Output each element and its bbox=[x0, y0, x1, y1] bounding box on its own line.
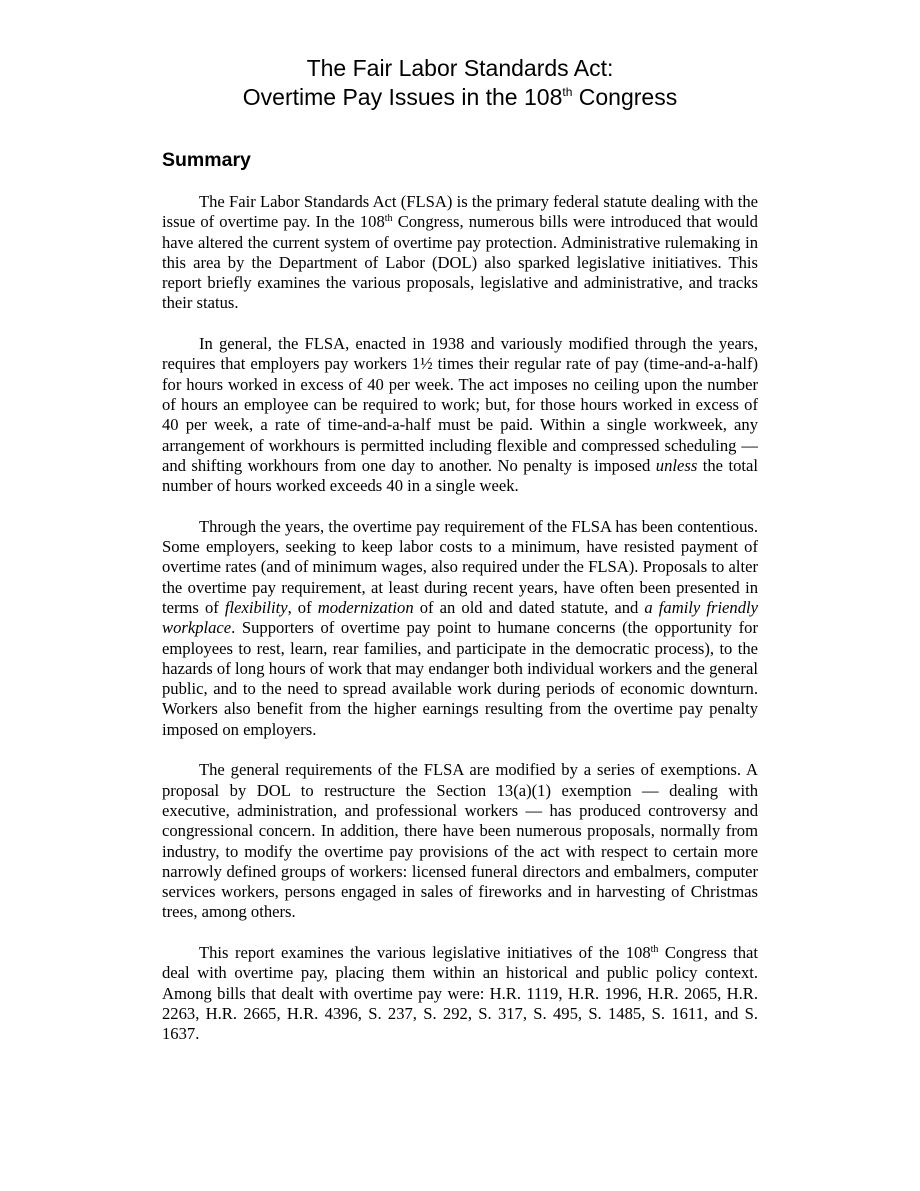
title-line-1: The Fair Labor Standards Act: bbox=[306, 55, 614, 81]
paragraph-4 bbox=[162, 760, 758, 922]
p2-text-a: In general, the FLSA, enacted in 1938 and variously modified through the years, requires that employers pay workers 1½ times their regular rate of pay (time-and-a-half) for hours worked in excess of 40 per week. The act imposes no ceiling upon the number of hours an employee can be required to work; but, for those hours worked in excess of 40 per week, a rate of time-and-a-half must be paid. Within a single workweek, any arrangement of workhours is permitted including flexible and compressed scheduling — and shifting workhours from one day to another. No penalty is imposed bbox=[162, 334, 758, 475]
p3-emphasis-2: modernization bbox=[317, 597, 414, 617]
p1-text-a: The Fair Labor Standards Act (FLSA) is the primary federal statute dealing with the issue of overtime pay. In the 108 bbox=[162, 192, 758, 232]
paragraph-5 bbox=[162, 943, 758, 1044]
summary-body bbox=[162, 192, 758, 1065]
p3-text-a: Through the years, the overtime pay requirement of the FLSA has been contentious. Some employers, seeking to keep labor costs to a minimum, have resisted payment of overtime rates (and of minimum wages, also required under the FLSA). Proposals to alter the overtime pay requirement, at least during recent years, have often been presented in terms of bbox=[162, 516, 758, 617]
p1-text-b: Congress, numerous bills were introduced that would have altered the current system of overtime pay protection. Administrative rulemaking in this area by the Department of Labor (DOL) also sparked legislative initiatives. This report briefly examines the various proposals, legislative and administrative, and tracks their status. bbox=[162, 212, 758, 313]
document-title bbox=[162, 54, 758, 112]
title-line-2-end: Congress bbox=[572, 84, 678, 110]
paragraph-1 bbox=[162, 192, 758, 314]
p3-text-d: . Supporters of overtime pay point to humane concerns (the opportunity for employees to rest, learn, rear families, and participate in the democratic process), to the hazards of long hours of work that may endanger both individual workers and the general public, and to the need to spread available work during periods of economic downturn. Workers also benefit from the higher earnings resulting from the overtime pay penalty imposed on employers. bbox=[162, 618, 758, 739]
p3-emphasis-1: flexibility bbox=[224, 597, 288, 617]
summary-heading: Summary bbox=[162, 149, 251, 171]
paragraph-2 bbox=[162, 334, 758, 496]
p2-emphasis: unless bbox=[655, 455, 698, 475]
paragraph-3 bbox=[162, 517, 758, 740]
title-ordinal-suffix: th bbox=[562, 85, 573, 99]
p1-ordinal-suffix: th bbox=[384, 213, 393, 225]
title-line-2 bbox=[243, 84, 677, 110]
p2-text-b: the total number of hours worked exceeds 40 in a single week. bbox=[162, 455, 758, 496]
p3-emphasis-3: a family friendly workplace bbox=[162, 597, 758, 638]
p4-text-a: The general requirements of the FLSA are modified by a series of exemptions. A proposal by DOL to restructure the Section 13(a)(1) exemption — dealing with executive, administration, and professional workers — has produced controversy and congressional concern. In addition, there have been numerous proposals, normally from industry, to modify the overtime pay provisions of the act with respect to certain more narrowly defined groups of workers: licensed funeral directors and embalmers, computer services workers, persons engaged in sales of fireworks and in harvesting of Christmas trees, among others. bbox=[162, 760, 758, 922]
p5-text-a: This report examines the various legislative initiatives of the 108 bbox=[199, 942, 651, 962]
p5-text-b: Congress that deal with overtime pay, placing them within an historical and public policy context. Among bills that dealt with overtime pay were: H.R. 1119, H.R. 1996, H.R. 2065, H.R. 2263, H.R. 2665, H.R. 4396, S. 237, S. 292, S. 317, S. 495, S. 1485, S. 1611, and S. 1637. bbox=[162, 942, 758, 1044]
title-line-2-text: Overtime Pay Issues in the 108 bbox=[242, 84, 563, 110]
p3-text-b: , of bbox=[287, 597, 318, 617]
p5-ordinal-suffix: th bbox=[650, 943, 659, 955]
p3-text-c: of an old and dated statute, and bbox=[413, 597, 645, 617]
